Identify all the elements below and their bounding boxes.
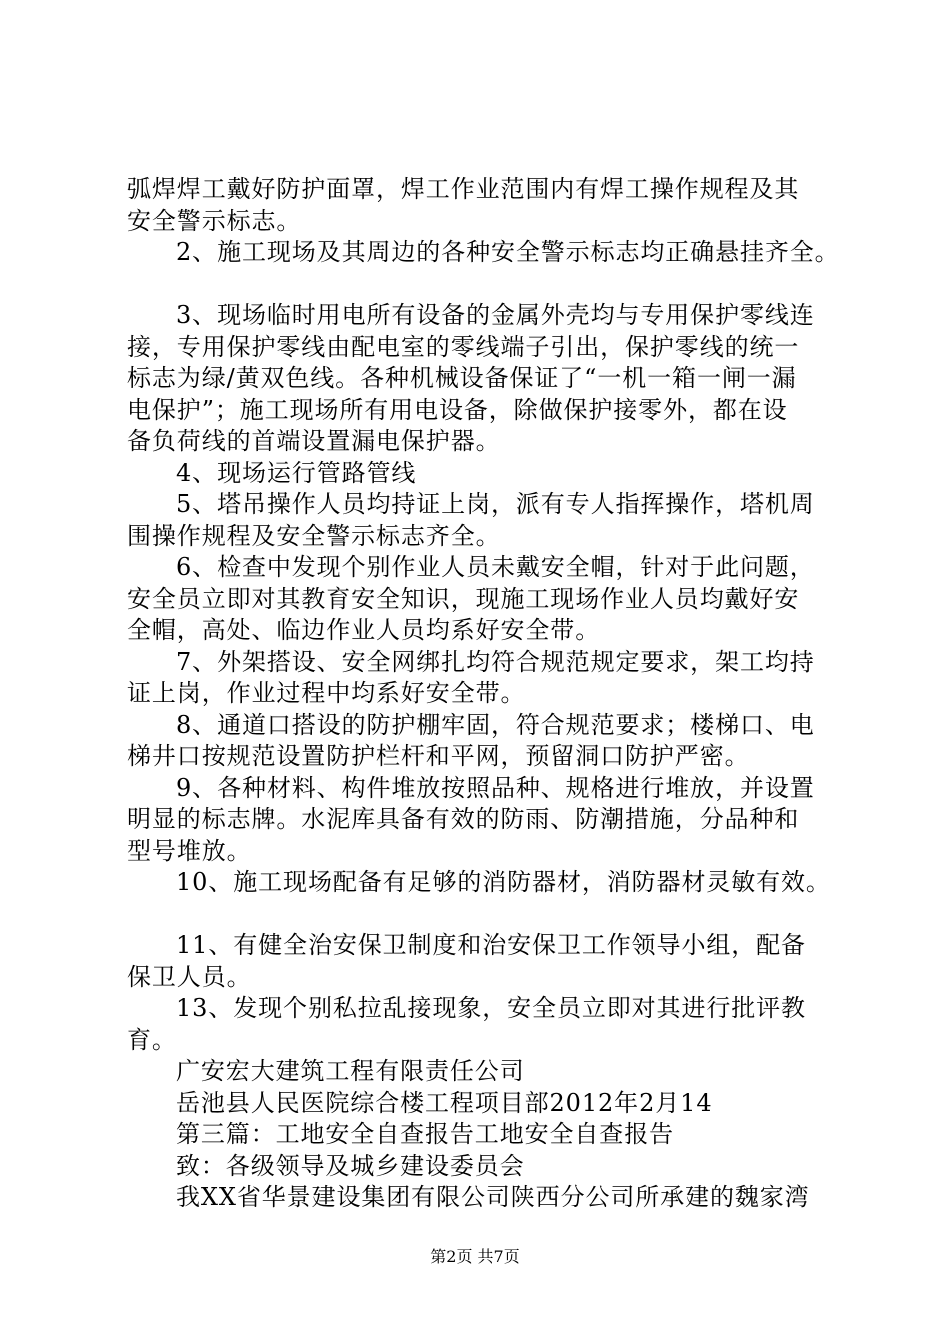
text-line: 2、施工现场及其周边的各种安全警示标志均正确悬挂齐全。 xyxy=(176,238,840,266)
text-line: 3、现场临时用电所有设备的金属外壳均与专用保护零线连 xyxy=(176,301,815,329)
text-line: 备负荷线的首端设置漏电保护器。 xyxy=(127,427,501,455)
text-line: 全帽，高处、临边作业人员均系好安全带。 xyxy=(127,616,601,644)
text-line: 型号堆放。 xyxy=(127,836,252,865)
text-line: 6、检查中发现个别作业人员未戴安全帽，针对于此问题， xyxy=(176,553,815,581)
text-line: 5、塔吊操作人员均持证上岗，派有专人指挥操作，塔机周 xyxy=(176,490,815,518)
text-line: 8、通道口搭设的防护棚牢固，符合规范要求；楼梯口、电 xyxy=(176,710,815,739)
text-line: 梯井口按规范设置防护栏杆和平网，预留洞口防护严密。 xyxy=(127,742,750,770)
text-line: 安全警示标志。 xyxy=(127,206,302,235)
text-line: 我XX省华景建设集团有限公司陕西分公司所承建的魏家湾 xyxy=(176,1183,810,1211)
text-line: 安全员立即对其教育安全知识，现施工现场作业人员均戴好安 xyxy=(127,584,800,613)
paragraph-gap xyxy=(127,899,839,931)
text-line: 保卫人员。 xyxy=(127,962,252,991)
project-dept-date: 岳池县人民医院综合楼工程项目部2012年2月14 xyxy=(176,1088,713,1117)
text-line: 育。 xyxy=(127,1025,177,1054)
section-title: 第三篇：工地安全自查报告工地安全自查报告 xyxy=(176,1120,674,1148)
company-name: 广安宏大建筑工程有限责任公司 xyxy=(176,1057,525,1085)
page-number: 第2页 共7页 xyxy=(430,1247,520,1266)
salutation: 致：各级领导及城乡建设委员会 xyxy=(176,1151,525,1180)
text-line: 4、现场运行管路管线 xyxy=(176,458,417,487)
text-line: 9、各种材料、构件堆放按照品种、规格进行堆放，并设置 xyxy=(176,773,815,802)
text-line: 围操作规程及安全警示标志齐全。 xyxy=(127,521,501,550)
text-line: 11、有健全治安保卫制度和治安保卫工作领导小组，配备 xyxy=(176,931,806,959)
text-line: 10、施工现场配备有足够的消防器材，消防器材灵敏有效。 xyxy=(176,868,831,896)
text-line: 接，专用保护零线由配电室的零线端子引出，保护零线的统一 xyxy=(127,332,800,361)
paragraph-gap xyxy=(127,269,839,301)
document-body xyxy=(127,174,839,1214)
text-line: 明显的标志牌。水泥库具备有效的防雨、防潮措施，分品种和 xyxy=(127,805,800,833)
text-line: 电保护”；施工现场所有用电设备，除做保护接零外，都在设 xyxy=(127,395,788,424)
text-line: 证上岗，作业过程中均系好安全带。 xyxy=(127,679,526,707)
text-line: 7、外架搭设、安全网绑扎均符合规范规定要求，架工均持 xyxy=(176,647,815,676)
text-line: 标志为绿/黄双色线。各种机械设备保证了“一机一箱一闸一漏 xyxy=(127,364,797,392)
text-line: 13、发现个别私拉乱接现象，安全员立即对其进行批评教 xyxy=(176,994,806,1022)
text-line: 弧焊焊工戴好防护面罩，焊工作业范围内有焊工操作规程及其 xyxy=(127,175,800,203)
